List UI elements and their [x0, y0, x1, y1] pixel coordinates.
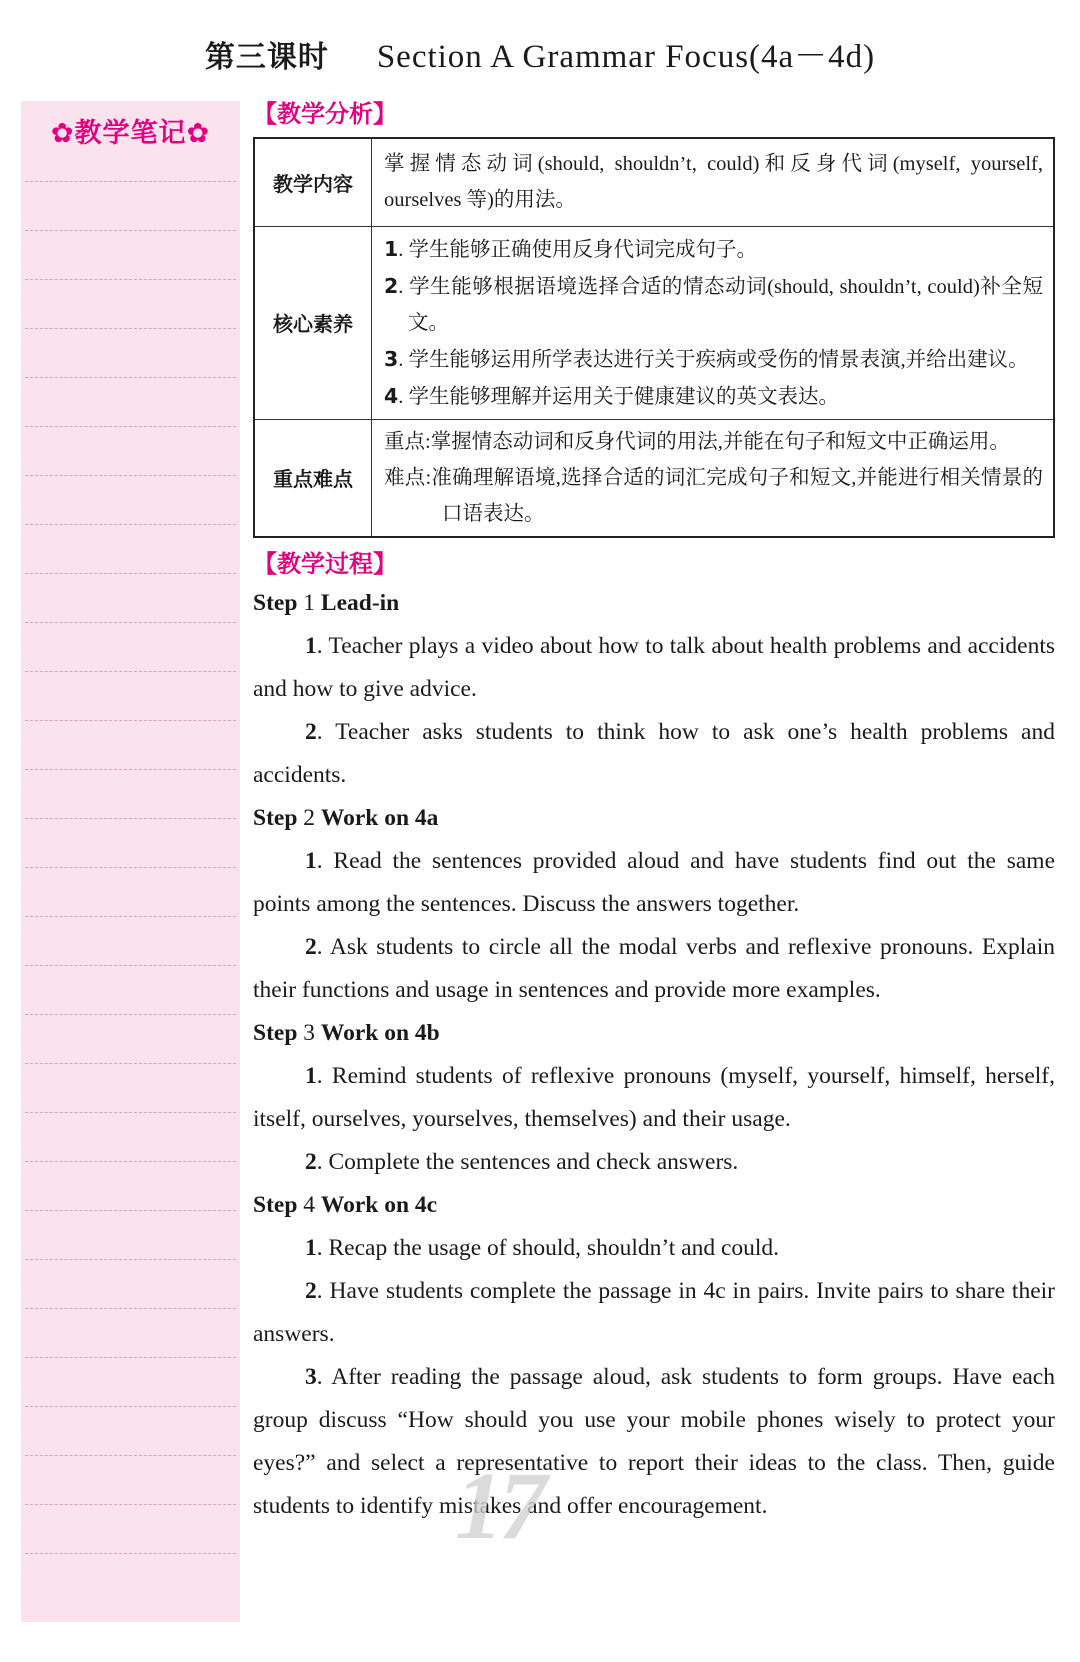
item-text: . 学生能够运用所学表达进行关于疾病或受伤的情景表演,并给出建议。 — [398, 348, 1029, 371]
item-number: 1 — [384, 236, 399, 261]
paragraph — [253, 1141, 1055, 1184]
paragraph — [253, 1270, 1055, 1356]
item-label: 重点: — [384, 430, 431, 453]
section-title: Section A Grammar Focus(4a－4d) — [376, 39, 876, 75]
para-number: 1 — [305, 632, 317, 659]
note-line — [25, 1406, 236, 1407]
row-value — [372, 226, 1055, 419]
process-body — [253, 582, 1055, 1528]
list-item — [384, 341, 1043, 378]
paragraph — [253, 625, 1055, 711]
para-text: . After reading the passage aloud, ask students to form groups. Have each group discuss “How should you use your mobile phones wisely to protect your eyes?” and select a representative to report their ideas to the class. Then, guide students to identify mistakes and offer encouragement. — [253, 1363, 1055, 1519]
note-line — [25, 1553, 236, 1554]
step-number: 1 — [303, 589, 316, 616]
note-line — [25, 1455, 236, 1456]
note-line — [25, 1308, 236, 1309]
table-row — [254, 138, 1054, 226]
step-heading — [253, 1012, 1055, 1055]
row-value — [372, 419, 1055, 537]
paragraph — [253, 840, 1055, 926]
content-text: 掌握情态动词(should, shouldn’t, could)和反身代词(myself, yourself, ourselves 等)的用法。 — [384, 153, 1043, 212]
note-line — [25, 1504, 236, 1505]
paragraph — [253, 1227, 1055, 1270]
paragraph — [253, 1055, 1055, 1141]
step-name: Work on 4a — [320, 804, 439, 831]
note-line — [25, 328, 236, 329]
table-row — [254, 419, 1054, 537]
page-title — [0, 30, 1080, 77]
analysis-heading: 【教学分析】 — [253, 100, 397, 128]
note-line — [25, 1210, 236, 1211]
note-line — [25, 1014, 236, 1015]
analysis-table — [253, 137, 1055, 538]
step-word: Step — [253, 804, 298, 831]
item-number: 2 — [384, 273, 399, 298]
item-text: 掌握情态动词和反身代词的用法,并能在句子和短文中正确运用。 — [430, 430, 1010, 453]
paragraph — [253, 926, 1055, 1012]
step-number: 4 — [303, 1191, 316, 1218]
para-text: . Ask students to circle all the modal verbs and reflexive pronouns. Explain their functions and usage in sentences and provide more examples. — [253, 933, 1055, 1003]
para-number: 1 — [305, 1234, 317, 1261]
step-name: Work on 4b — [320, 1019, 440, 1046]
para-text: . Teacher plays a video about how to talk about health problems and accidents and how to give advice. — [253, 632, 1055, 702]
para-text: . Teacher asks students to think how to ask one’s health problems and accidents. — [253, 718, 1055, 788]
step-name: Work on 4c — [320, 1191, 438, 1218]
item-text: 准确理解语境,选择合适的词汇完成句子和短文,并能进行相关情景的口语表达。 — [431, 466, 1043, 525]
note-line — [25, 769, 236, 770]
note-line — [25, 230, 236, 231]
item-text: . 学生能够根据语境选择合适的情态动词(should, shouldn’t, could)补全短文。 — [398, 275, 1043, 334]
note-line — [25, 720, 236, 721]
process-heading: 【教学过程】 — [253, 549, 397, 578]
row-key: 教学内容 — [254, 138, 372, 226]
note-line — [25, 377, 236, 378]
note-line — [25, 867, 236, 868]
note-line — [25, 181, 236, 182]
item-number: 4 — [384, 383, 399, 408]
note-line — [25, 622, 236, 623]
row-key: 核心素养 — [254, 226, 372, 419]
page-number: 17 — [455, 1452, 543, 1559]
para-number: 1 — [305, 1062, 317, 1089]
note-line — [25, 1259, 236, 1260]
step-heading — [253, 1184, 1055, 1227]
para-number: 2 — [305, 933, 317, 960]
para-number: 1 — [305, 847, 317, 874]
row-value — [372, 138, 1055, 226]
para-text: . Recap the usage of should, shouldn’t and could. — [316, 1234, 780, 1261]
main-column — [253, 96, 1055, 1528]
note-line — [25, 671, 236, 672]
list-item — [384, 231, 1043, 268]
step-heading — [253, 582, 1055, 625]
notes-sidebar — [21, 101, 240, 1622]
step-word: Step — [253, 1019, 298, 1046]
step-word: Step — [253, 1191, 298, 1218]
paragraph — [253, 711, 1055, 797]
para-number: 2 — [305, 1148, 317, 1175]
para-number: 2 — [305, 718, 317, 745]
note-line — [25, 1161, 236, 1162]
item-text: . 学生能够正确使用反身代词完成句子。 — [398, 238, 758, 261]
note-line — [25, 1357, 236, 1358]
note-line — [25, 426, 236, 427]
step-heading — [253, 797, 1055, 840]
step-number: 3 — [303, 1019, 316, 1046]
note-line — [25, 916, 236, 917]
item-number: 3 — [384, 346, 399, 371]
note-line — [25, 475, 236, 476]
para-number: 3 — [305, 1363, 317, 1390]
list-item — [384, 268, 1043, 341]
para-text: . Complete the sentences and check answers. — [316, 1148, 739, 1175]
note-line — [25, 524, 236, 525]
note-line — [25, 573, 236, 574]
notes-heading: ✿教学笔记✿ — [50, 118, 211, 149]
step-name: Lead-in — [320, 589, 400, 616]
row-key: 重点难点 — [254, 419, 372, 537]
paragraph — [253, 1356, 1055, 1528]
para-number: 2 — [305, 1277, 317, 1304]
list-item — [384, 424, 1043, 460]
list-item — [384, 378, 1043, 415]
lesson-label: 第三课时 — [204, 40, 329, 75]
item-text: . 学生能够理解并运用关于健康建议的英文表达。 — [398, 385, 840, 408]
list-item — [384, 460, 1043, 532]
step-word: Step — [253, 589, 298, 616]
note-line — [25, 965, 236, 966]
para-text: . Remind students of reflexive pronouns (myself, yourself, himself, herself, itself, ourselves, yourselves, themselves) and their usage. — [253, 1062, 1055, 1132]
note-line — [25, 279, 236, 280]
note-line — [25, 1112, 236, 1113]
para-text: . Read the sentences provided aloud and have students find out the same points among the sentences. Discuss the answers together. — [253, 847, 1055, 917]
note-line — [25, 818, 236, 819]
table-row — [254, 226, 1054, 419]
note-line — [25, 1063, 236, 1064]
para-text: . Have students complete the passage in 4c in pairs. Invite pairs to share their answers. — [253, 1277, 1055, 1347]
item-label: 难点: — [384, 466, 432, 489]
step-number: 2 — [303, 804, 316, 831]
